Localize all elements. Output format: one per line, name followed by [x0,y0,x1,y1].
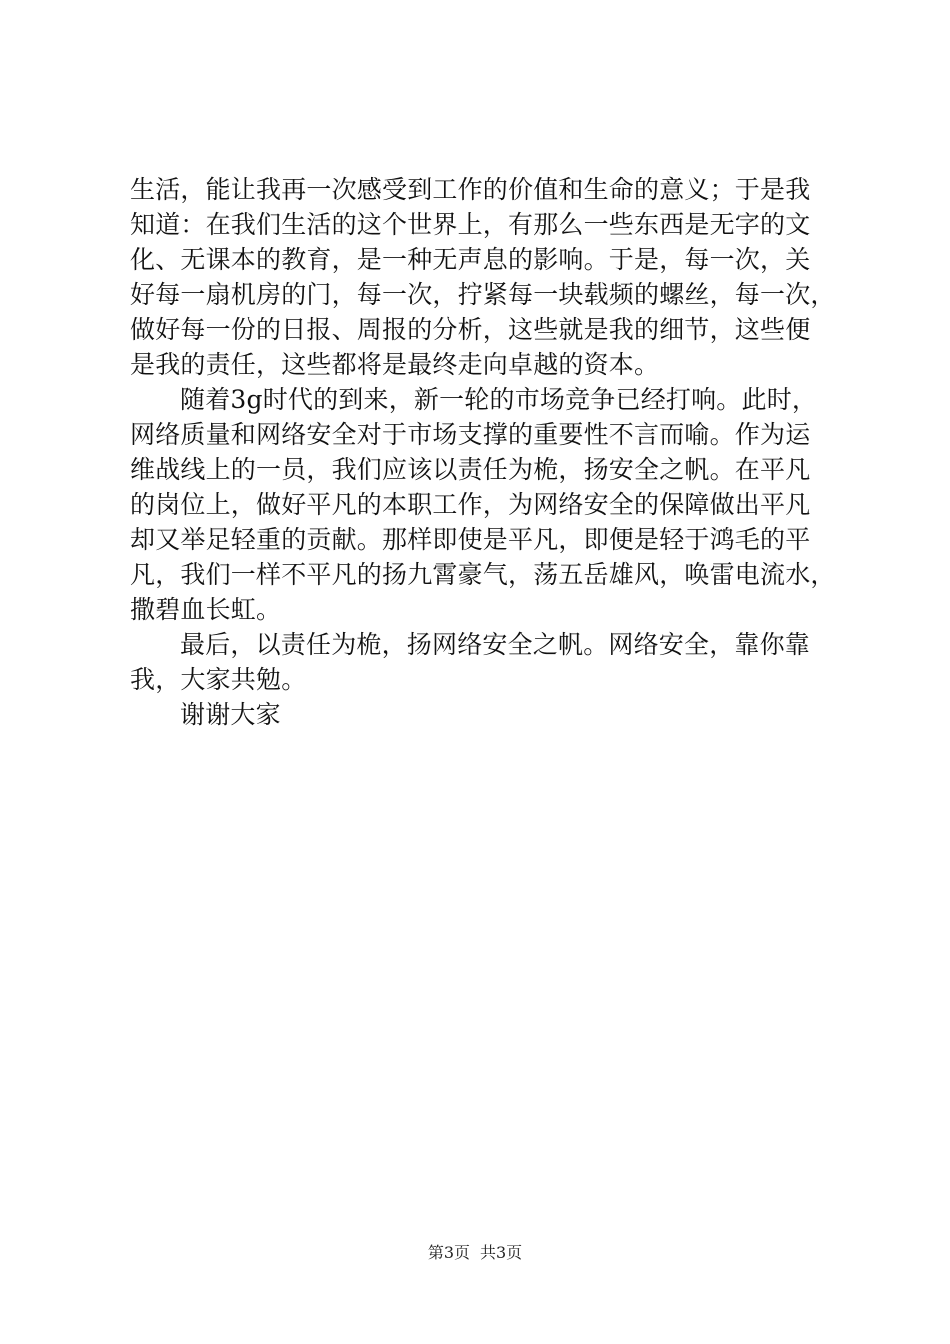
text-line: 却又举足轻重的贡献。那样即使是平凡，即便是轻于鸿毛的平 [130,525,811,554]
text-line: 生活，能让我再一次感受到工作的价值和生命的意义；于是我 [130,175,811,204]
paragraph-start-line: 随着3g时代的到来，新一轮的市场竞争已经打响。此时， [180,385,818,414]
text-line: 网络质量和网络安全对于市场支撑的重要性不言而喻。作为运 [130,420,811,449]
text-line: 的岗位上，做好平凡的本职工作，为网络安全的保障做出平凡 [130,490,811,519]
closing-line: 谢谢大家 [180,700,281,729]
page-footer [0,1243,950,1263]
text-line: 维战线上的一员，我们应该以责任为桅，扬安全之帆。在平凡 [130,455,811,484]
page-total: 共3页 [480,1243,523,1262]
text-line: 凡，我们一样不平凡的扬九霄豪气，荡五岳雄风，唤雷电流水， [130,560,836,589]
body-text [130,172,836,732]
page-number: 第3页 [427,1243,470,1262]
text-line: 撒碧血长虹。 [130,595,282,624]
text-line: 是我的责任，这些都将是最终走向卓越的资本。 [130,350,660,379]
text-line: 我，大家共勉。 [130,665,307,694]
text-line: 好每一扇机房的门，每一次，拧紧每一块载频的螺丝，每一次， [130,280,836,309]
paragraph-start-line: 最后，以责任为桅，扬网络安全之帆。网络安全，靠你靠 [180,630,811,659]
text-line: 化、无课本的教育，是一种无声息的影响。于是，每一次，关 [130,245,811,274]
text-line: 做好每一份的日报、周报的分析，这些就是我的细节，这些便 [130,315,811,344]
text-line: 知道：在我们生活的这个世界上，有那么一些东西是无字的文 [130,210,811,239]
